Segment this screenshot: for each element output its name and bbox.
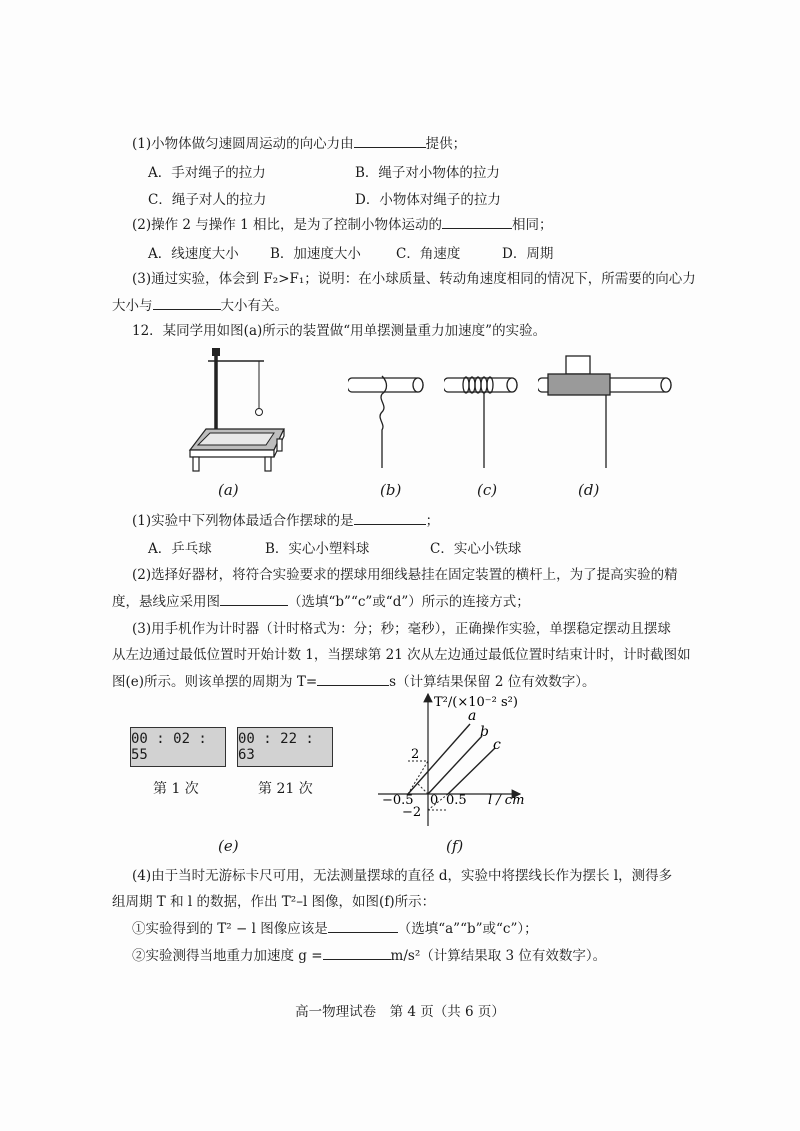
figure-caption: (a)	[218, 481, 239, 499]
x-tick: −0.5	[382, 793, 414, 808]
q12-part4-sub2: ②实验测得当地重力加速度 g = m/s²（计算结果取 3 位有效数字）。	[132, 945, 606, 966]
answer-blank[interactable]	[317, 671, 389, 686]
x-tick: 0	[430, 793, 439, 808]
y-tick: −2	[402, 805, 422, 820]
option-c: C．绳子对人的拉力	[148, 192, 267, 208]
option-b: B．绳子对小物体的拉力	[355, 165, 500, 181]
q11-part3-cont: 大小与 大小有关。	[112, 295, 288, 316]
line-label-c: c	[493, 737, 501, 753]
pendulum-stand-figure	[178, 345, 290, 475]
line-label-b: b	[480, 724, 489, 740]
q12-part3-cont: 从左边通过最低位置时开始计数 1，当摆球第 21 次从左边通过最低位置时结束计时，计时截图如	[112, 647, 691, 663]
q12-intro: 12．某同学用如图(a)所示的装置做“用单摆测量重力加速度”的实验。	[132, 323, 547, 339]
q12-part4-cont: 组周期 T 和 l 的数据，作出 T²–l 图像，如图(f)所示：	[112, 894, 436, 910]
q12-part4-sub1: ①实验得到的 T² − l 图像应该是 （选填“a”“b”或“c”）；	[132, 918, 538, 939]
answer-blank[interactable]	[153, 295, 221, 310]
line-label-a: a	[468, 708, 477, 724]
y-tick: 2	[411, 747, 420, 762]
q11-part2: (2)操作 2 与操作 1 相比，是为了控制小物体运动的 相同；	[132, 214, 552, 235]
option-a: A．线速度大小	[148, 246, 239, 262]
timer-label: 第 21 次	[258, 781, 313, 797]
q12-part3-cont2: 图(e)所示。则该单摆的周期为 T= s（计算结果保留 2 位有效数字）。	[112, 671, 596, 692]
x-tick: 0.5	[446, 793, 467, 808]
q11-part3: (3)通过实验，体会到 F₂>F₁；说明：在小球质量、转动角速度相同的情况下，所需要的向心力	[132, 271, 696, 287]
q11-part1: (1)小物体做匀速圆周运动的向心力由 提供；	[132, 133, 466, 154]
line-b	[428, 736, 482, 794]
q12-part4: (4)由于当时无游标卡尺可用，无法测量摆球的直径 d，实验中将摆线长作为摆长 l，测得多	[132, 868, 673, 884]
option-c: C．实心小铁球	[430, 541, 522, 557]
q12-part2: (2)选择好器材，将符合实验要求的摆球用细线悬挂在固定装置的横杆上，为了提高实验的精	[132, 567, 678, 583]
answer-blank[interactable]	[323, 945, 391, 960]
answer-blank[interactable]	[328, 918, 398, 933]
option-d: D．周期	[502, 246, 554, 262]
option-b: B．加速度大小	[270, 246, 361, 262]
answer-blank[interactable]	[442, 214, 512, 229]
q12-part2-cont: 度，悬线应采用图 （选填“b”“c”或“d”）所示的连接方式；	[112, 591, 530, 612]
figure-caption: (b)	[380, 481, 402, 499]
q12-part3: (3)用手机作为计时器（计时格式为：分；秒；毫秒），正确操作实验，单摆稳定摆动且摆球	[132, 621, 671, 637]
answer-blank[interactable]	[354, 510, 426, 525]
option-a: A．手对绳子的拉力	[148, 165, 266, 181]
q12-part1: (1)实验中下列物体最适合作摆球的是 ；	[132, 510, 439, 531]
t2-l-graph	[372, 688, 532, 828]
page-footer: 高一物理试卷 第 4 页（共 6 页）	[295, 1004, 505, 1020]
coil-knot-figure	[444, 370, 524, 470]
option-b: B．实心小塑料球	[265, 541, 370, 557]
timer-display-1: 00 : 02 : 55	[130, 727, 226, 767]
option-a: A．乒乓球	[148, 541, 212, 557]
figure-caption: (d)	[578, 481, 600, 499]
option-c: C．角速度	[396, 246, 461, 262]
thread-wound-figure	[348, 370, 430, 470]
timer-label: 第 1 次	[153, 781, 199, 797]
option-d: D．小物体对绳子的拉力	[355, 192, 501, 208]
clamp-fixed-figure	[538, 350, 678, 470]
figure-caption: (c)	[477, 481, 498, 499]
answer-blank[interactable]	[354, 133, 426, 148]
line-c	[448, 748, 495, 794]
x-axis-label: l / cm	[488, 793, 525, 808]
y-axis-label: T²/(×10⁻² s²)	[434, 695, 518, 710]
timer-display-21: 00 : 22 : 63	[237, 727, 333, 767]
figure-caption: (f)	[446, 837, 464, 855]
answer-blank[interactable]	[220, 591, 288, 606]
figure-caption: (e)	[218, 837, 239, 855]
